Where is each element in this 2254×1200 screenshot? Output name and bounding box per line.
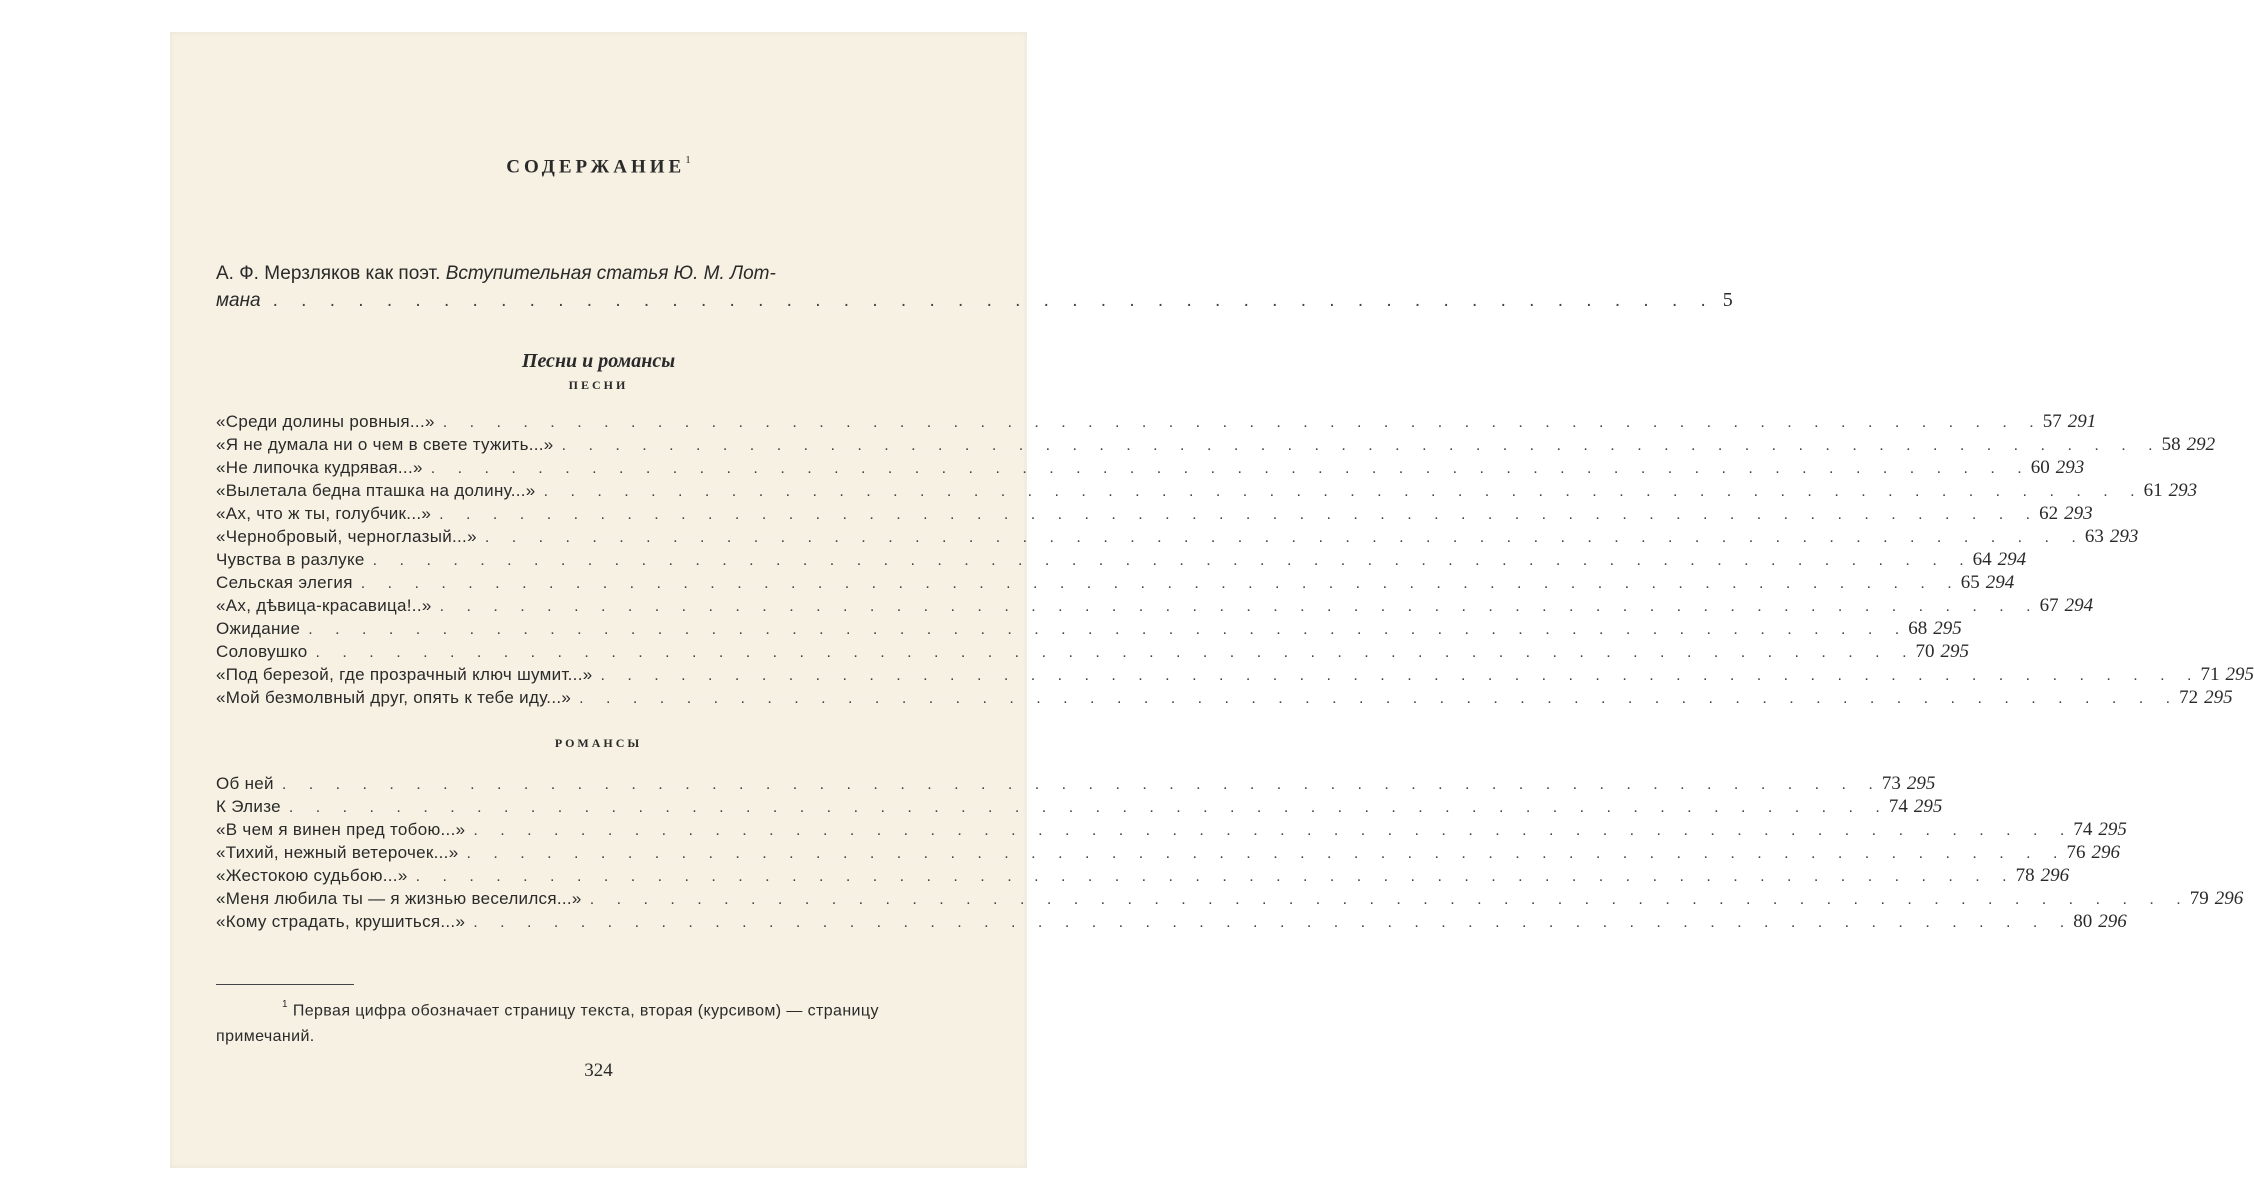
footnote-rule	[216, 984, 354, 985]
text-page: 72	[2179, 687, 2199, 708]
toc-entry	[216, 594, 2094, 617]
text-page: 78	[2015, 865, 2035, 886]
dot-leader: . . . . . . . . . . . . . . . . . . . . . . . . . . . . . . . . . . . . . . . . . . . . . . . . . . . . . . . . . . . .	[372, 552, 1973, 569]
toc-entry	[216, 479, 2198, 502]
note-page: 294	[2064, 595, 2094, 616]
intro-page: 5	[1722, 289, 1733, 311]
text-page: 67	[2039, 595, 2059, 616]
footnote-marker: 1	[685, 154, 691, 166]
entry-title: К Элизе	[216, 797, 281, 816]
note-page: 295	[1913, 796, 1943, 817]
intro-entry	[216, 260, 1733, 314]
text-page: 61	[2143, 480, 2163, 501]
toc-entry	[216, 772, 1936, 795]
note-page: 295	[1906, 773, 1936, 794]
note-page: 296	[2214, 888, 2244, 909]
note-page: 296	[2091, 842, 2120, 863]
toc-entry	[216, 686, 2233, 709]
toc-entry	[216, 887, 2244, 910]
toc-entry	[216, 864, 2070, 887]
dot-leader: . . . . . . . . . . . . . . . . . . . . . . . . . . . . . . . . . . . . . . . . . . . . . . . . . . . . . . . . . . . .	[589, 891, 2190, 908]
entry-title: «Кому страдать, крушиться...»	[216, 912, 466, 931]
note-page: 296	[2098, 911, 2127, 932]
intro-title: Вступительная статья Ю. М. Лот-	[445, 263, 776, 284]
toc-entry	[216, 548, 2027, 571]
text-page: 73	[1881, 773, 1901, 794]
text-page: 70	[1915, 641, 1935, 662]
dot-leader: . . . . . . . . . . . . . . . . . . . . . . . . . . . . . . . . . . . . . . . . . . . . . . . . . . . . . . . . . . . .	[415, 868, 2016, 885]
toc-entry	[216, 795, 1943, 818]
dot-leader: . . . . . . . . . . . . . . . . . . . . . . . . . . . . . . . . . . . . . . . . . . . . . . . . . . . . . . . . . . . .	[360, 575, 1961, 592]
title-text: СОДЕРЖАНИЕ	[506, 156, 686, 178]
songs-heading: ПЕСНИ	[568, 378, 629, 392]
footnote-text: Первая цифра обозначает страницу текста, вторая (курсивом) — страницу примечаний.	[216, 1002, 879, 1046]
toc-entry	[216, 841, 2120, 864]
toc-entry	[216, 910, 2127, 933]
entry-title: Соловушко	[216, 642, 308, 661]
text-page: 74	[2073, 819, 2093, 840]
dot-leader: . . . . . . . . . . . . . . . . . . . . . . . . . . . . . . . . . . . . . . . . . . . . . . . . . . . . . . . . . . . .	[466, 845, 2067, 862]
dot-leader: . . . . . . . . . . . . . . . . . . . . . . . . . . . . . . . . . . . . . . . . . . . . . . . . . . . . . . . . . . . .	[430, 460, 2031, 477]
dot-leader: . . . . . . . . . . . . . . . . . . . . . . . . . . . . . . . . . . . . . . . . . . . . . . . . . . . . . . . . . . . .	[281, 776, 1882, 793]
note-page: 294	[1997, 549, 2027, 570]
toc-entry	[216, 433, 2216, 456]
entry-title: Сельская элегия	[216, 573, 353, 592]
toc-entry	[216, 617, 1962, 640]
footnote-num: 1	[282, 999, 288, 1010]
dot-leader: . . . . . . . . . . . . . . . . . . . . . . . . . . . . . . . . . . . . . . . . . . . . . . . . . . . . . . . . . . . .	[439, 598, 2040, 615]
note-page: 295	[2098, 819, 2127, 840]
note-page: 294	[1985, 572, 2015, 593]
entry-title: Ожидание	[216, 619, 301, 638]
entry-title: «Тихий, нежный ветерочек...»	[216, 843, 459, 862]
entry-title: Об ней	[216, 774, 274, 793]
text-page: 68	[1908, 618, 1928, 639]
dot-leader: . . . . . . . . . . . . . . . . . . . . . . . . . . . . . . . . . . . . . . . . . . . . . . . . . . . . . . . . . . . .	[600, 667, 2201, 684]
entry-title: «Меня любила ты — я жизнью веселился...»	[216, 889, 582, 908]
dot-leader: . . . . . . . . . . . . . . . . . . . . . . . . . . . . . . . . . . . . . . . . . . . . . . . . . . . . . . . . . . . .	[442, 414, 2043, 431]
toc-entry	[216, 456, 2085, 479]
entry-title: «Ах, дѣвица-красавица!..»	[216, 596, 432, 615]
entry-title: «Ах, что ж ты, голубчик...»	[216, 504, 432, 523]
text-page: 64	[1972, 549, 1992, 570]
text-page: 63	[2084, 526, 2104, 547]
text-page: 71	[2200, 664, 2220, 685]
toc-entry	[216, 502, 2093, 525]
book-page	[170, 32, 2254, 1168]
entry-title: «Я не думала ни о чем в свете тужить...»	[216, 435, 554, 454]
songs-list	[216, 410, 2254, 709]
entry-title: «Чернобровый, черноглазый...»	[216, 527, 477, 546]
text-page: 80	[2073, 911, 2093, 932]
note-page: 295	[2204, 687, 2233, 708]
dot-leader: . . . . . . . . . . . . . . . . . . . . . . . . . . . . . . . . . . . . . . . . . . . . . . . . . . . . . . . . . . . .	[484, 529, 2085, 546]
note-page: 293	[2064, 503, 2093, 524]
text-page: 62	[2039, 503, 2059, 524]
dot-leader: . . . . . . . . . . . . . . . . . . . . . . . . . . . . . . . . . . . . . . . . . . . . . . . . . . . . . . . . . . . .	[473, 914, 2074, 931]
intro-title-cont: мана	[216, 290, 261, 311]
dot-leader: . . . . . . . . . . . . . . . . . . . . . . . . . . . . . . . . . . . . . . . . . . . . . . . . . . . . . . . . . . . .	[288, 799, 1889, 816]
page-title	[170, 156, 1027, 178]
text-page: 58	[2161, 434, 2181, 455]
dot-leader: . . . . . . . . . . . . . . . . . . . . . . . . . . . . . . . . . . . . . . . . . . . . . . . . . . . . . . . . . . . .	[473, 822, 2074, 839]
toc-entry	[216, 571, 2015, 594]
dot-leader: . . . . . . . . . . . . . . . . . . . . . . . . . . . . . . . . . . . . . . . . . . . . . . . . . . . . . . . . . . . .	[543, 483, 2144, 500]
dot-leader: . . . . . . . . . . . . . . . . . . . . . . . . . . . . . . . . . . . . . . . . . . . . . . . . . . .	[272, 290, 1715, 311]
text-page: 65	[1960, 572, 1980, 593]
dot-leader: . . . . . . . . . . . . . . . . . . . . . . . . . . . . . . . . . . . . . . . . . . . . . . . . . . . . . . . . . . . .	[308, 621, 1909, 638]
note-page: 293	[2055, 457, 2085, 478]
entry-title: «В чем я винен пред тобою...»	[216, 820, 466, 839]
text-page: 76	[2066, 842, 2086, 863]
dot-leader: . . . . . . . . . . . . . . . . . . . . . . . . . . . . . . . . . . . . . . . . . . . . . . . . . . . . . . . . . . . .	[579, 690, 2180, 707]
entry-title: «Не липочка кудрявая...»	[216, 458, 423, 477]
note-page: 295	[1940, 641, 1970, 662]
entry-title: Чувства в разлуке	[216, 550, 365, 569]
romances-heading: РОМАНСЫ	[554, 736, 643, 750]
page-number: 324	[584, 1060, 613, 1081]
toc-entry	[216, 525, 2139, 548]
entry-title: «Под березой, где прозрачный ключ шумит...»	[216, 665, 593, 684]
entry-title: «Вылетала бедна пташка на долину...»	[216, 481, 536, 500]
romances-list	[216, 772, 2244, 933]
note-page: 291	[2067, 411, 2097, 432]
note-page: 296	[2040, 865, 2070, 886]
entry-title: «Мой безмолвный друг, опять к тебе иду...»	[216, 688, 572, 707]
section-title: Песни и романсы	[521, 350, 676, 372]
footnote	[216, 994, 968, 1050]
toc-entry	[216, 818, 2127, 841]
intro-author: А. Ф. Мерзляков как поэт.	[216, 263, 446, 284]
dot-leader: . . . . . . . . . . . . . . . . . . . . . . . . . . . . . . . . . . . . . . . . . . . . . . . . . . . . . . . . . . . .	[561, 437, 2162, 454]
toc-entry	[216, 640, 1970, 663]
entry-title: «Жестокою судьбою...»	[216, 866, 408, 885]
note-page: 295	[2225, 664, 2254, 685]
text-page: 79	[2189, 888, 2209, 909]
note-page: 293	[2109, 526, 2139, 547]
toc-entry	[216, 410, 2097, 433]
toc-entry	[216, 663, 2254, 686]
text-page: 57	[2042, 411, 2062, 432]
dot-leader: . . . . . . . . . . . . . . . . . . . . . . . . . . . . . . . . . . . . . . . . . . . . . . . . . . . . . . . . . . . .	[315, 644, 1916, 661]
text-page: 60	[2030, 457, 2050, 478]
note-page: 293	[2168, 480, 2198, 501]
note-page: 295	[1933, 618, 1962, 639]
dot-leader: . . . . . . . . . . . . . . . . . . . . . . . . . . . . . . . . . . . . . . . . . . . . . . . . . . . . . . . . . . . .	[439, 506, 2040, 523]
note-page: 292	[2186, 434, 2216, 455]
entry-title: «Среди долины ровныя...»	[216, 412, 435, 431]
text-page: 74	[1888, 796, 1908, 817]
